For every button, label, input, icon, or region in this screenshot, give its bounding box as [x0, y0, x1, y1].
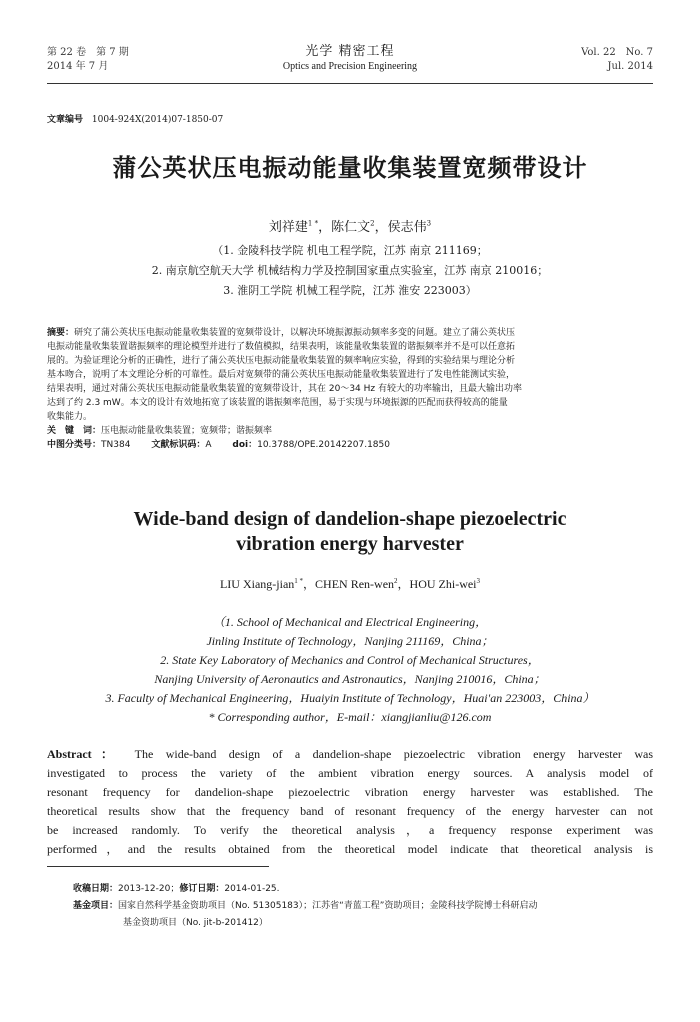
author-1-en-sup: 1 *: [294, 577, 304, 585]
authors-cn: [0, 216, 700, 235]
date-en: Jul. 2014: [607, 61, 653, 72]
footnote-rule: [47, 866, 269, 867]
corresponding-author: * Corresponding author，E-mail：xiangjianliu@126.com: [208, 710, 492, 724]
doi-label: doi：: [232, 440, 258, 450]
author-1-cn: 刘祥建: [268, 220, 308, 235]
keywords-cn-value: 压电振动能量收集装置；宽频带；谐振频率: [101, 426, 273, 436]
abstract-cn-line: 收集能力。: [47, 412, 93, 422]
affiliation-en: 2. State Key Laboratory of Mechanics and Control of Mechanical Structures，: [160, 653, 540, 667]
title-en-line: Wide-band design of dandelion-shape piezoelectric: [133, 508, 567, 530]
abstract-en-line: investigated to process the variety of the ambient vibration energy sources. A analysis model of: [47, 766, 653, 780]
author-3-en: ，HOU Zhi-wei: [397, 577, 477, 591]
author-2-sup: 2: [370, 219, 375, 228]
abstract-cn-line: 展的。为验证理论分析的正确性，进行了蒲公英状压电振动能量收集装置的频率响应实验，得到的实验结果与理论分析: [47, 356, 516, 366]
author-3-en-sup: 3: [476, 577, 481, 585]
keywords-cn-label: 关 键 词：: [47, 426, 102, 436]
author-2-en: ，CHEN Ren-wen: [303, 577, 395, 591]
footnote-dates: [73, 881, 653, 898]
volume-issue-en: Vol. 22 No. 7: [581, 47, 653, 58]
authors-en: [0, 575, 700, 592]
abstract-cn-line: 结果表明，通过对蒲公英状压电振动能量收集装置的宽频带设计，其在 20～34 Hz 有较大的功率输出，且最大输出功率: [47, 384, 522, 394]
author-2-cn: ，陈仁文: [318, 220, 371, 235]
fund-label: 基金项目：: [73, 901, 119, 911]
article-number-label: 文章编号: [47, 115, 84, 125]
abstract-cn-label: 摘要：: [47, 328, 75, 338]
abstract-cn-line: 基本吻合，说明了本文理论分析的可靠性。最后对宽频带的蒲公英状压电振动能量收集装置进行了发电性能测试实验，: [47, 370, 516, 380]
abstract-en-line: be increased randomly. To verify the theoretical analysis，a frequency response experiment was: [47, 823, 653, 837]
volume-issue-cn: 第 22 卷 第 7 期: [47, 47, 129, 58]
author-3-cn: ，侯志伟: [374, 220, 427, 235]
journal-name-cn: 光学 精密工程: [305, 44, 395, 59]
affiliations-en: [0, 613, 700, 727]
revised-value: 2014-01-25.: [224, 884, 280, 894]
abstract-cn-line: 研究了蒲公英状压电振动能量收集装置的宽频带设计，以解决环境振源振动频率多变的问题。建立了蒲公英状压: [74, 328, 516, 338]
article-number-value: 1004-924X(2014)07-1850-07: [91, 115, 224, 125]
page-title-cn: 蒲公英状压电振动能量收集装置宽频带设计: [112, 154, 588, 182]
header-right: [581, 46, 653, 74]
received-label: 收稿日期：: [73, 884, 119, 894]
author-1-sup: 1 *: [307, 219, 319, 228]
affiliation-en: Jinling Institute of Technology，Nanjing 211169，China；: [206, 634, 494, 648]
footnotes: [73, 881, 653, 932]
abstract-cn: [47, 326, 653, 452]
affiliation-cn: （1. 金陵科技学院 机电工程学院，江苏 南京 211169；: [212, 244, 488, 257]
abstract-en-line: performed，and the results obtained from the theoretical model indicate that theoretical analysis is: [47, 842, 653, 856]
classification-line: [47, 438, 653, 452]
affiliation-en: Nanjing University of Aeronautics and Astronautics，Nanjing 210016，China；: [154, 672, 546, 686]
affiliation-en: 3. Faculty of Mechanical Engineering，Huaiyin Institute of Technology，Huai'an 223003，China）: [105, 691, 595, 705]
header-rule: [47, 83, 653, 84]
author-2-en-sup: 2: [394, 577, 398, 585]
doc-code-value: A: [205, 440, 212, 450]
affiliations-cn: [0, 241, 700, 301]
author-3-sup: 3: [426, 219, 432, 228]
page-title-en: [0, 507, 700, 557]
affiliation-cn: 2. 南京航空航天大学 机械结构力学及控制国家重点实验室，江苏 南京 210016；: [151, 264, 549, 277]
abstract-en-line: The wide-band design of a dandelion-shape piezoelectric vibration energy harvester was: [134, 747, 653, 761]
clc-value: TN384: [101, 440, 131, 450]
abstract-en-line: resonant frequency for dandelion-shape piezoelectric vibration energy harvester was established. The: [47, 785, 653, 799]
date-cn: 2014 年 7 月: [47, 61, 109, 72]
clc-label: 中图分类号：: [47, 440, 102, 450]
abstract-cn-line: 达到了约 2.3 mW。本文的设计有效地拓宽了该装置的谐振频率范围，易于实现与环境振源的匹配而获得较高的能量: [47, 398, 508, 408]
footnote-fund: [73, 898, 653, 915]
doc-code-label: 文献标识码：: [151, 440, 206, 450]
affiliation-cn: 3. 淮阴工学院 机械工程学院，江苏 淮安 223003）: [223, 284, 477, 297]
abstract-en-label: Abstract：: [47, 747, 123, 761]
author-1-en: LIU Xiang-jian: [219, 577, 295, 591]
fund-line: 国家自然科学基金资助项目（No. 51305183）；江苏省“青蓝工程”资助项目；金陵科技学院博士科研启动: [118, 901, 538, 911]
abstract-en: [47, 745, 653, 859]
journal-name-en: Optics and Precision Engineering: [282, 61, 418, 72]
title-en-line: vibration energy harvester: [236, 533, 464, 555]
revised-label: 修订日期：: [179, 884, 225, 894]
received-value: 2013-12-20；: [118, 884, 180, 894]
abstract-en-line: theoretical results show that the frequency band of resonant frequency of the energy harvester can not: [47, 804, 653, 818]
article-number: [47, 113, 223, 127]
fund-line: 基金资助项目（No. jit-b-201412）: [123, 918, 268, 928]
doi-value: 10.3788/OPE.20142207.1850: [257, 440, 390, 450]
abstract-cn-line: 电振动能量收集装置谐振频率的理论模型并进行了数值模拟，结果表明，该能量收集装置的谐振频率并不是可以任意拓: [47, 342, 516, 352]
affiliation-en: （1. School of Mechanical and Electrical Engineering，: [212, 615, 488, 629]
